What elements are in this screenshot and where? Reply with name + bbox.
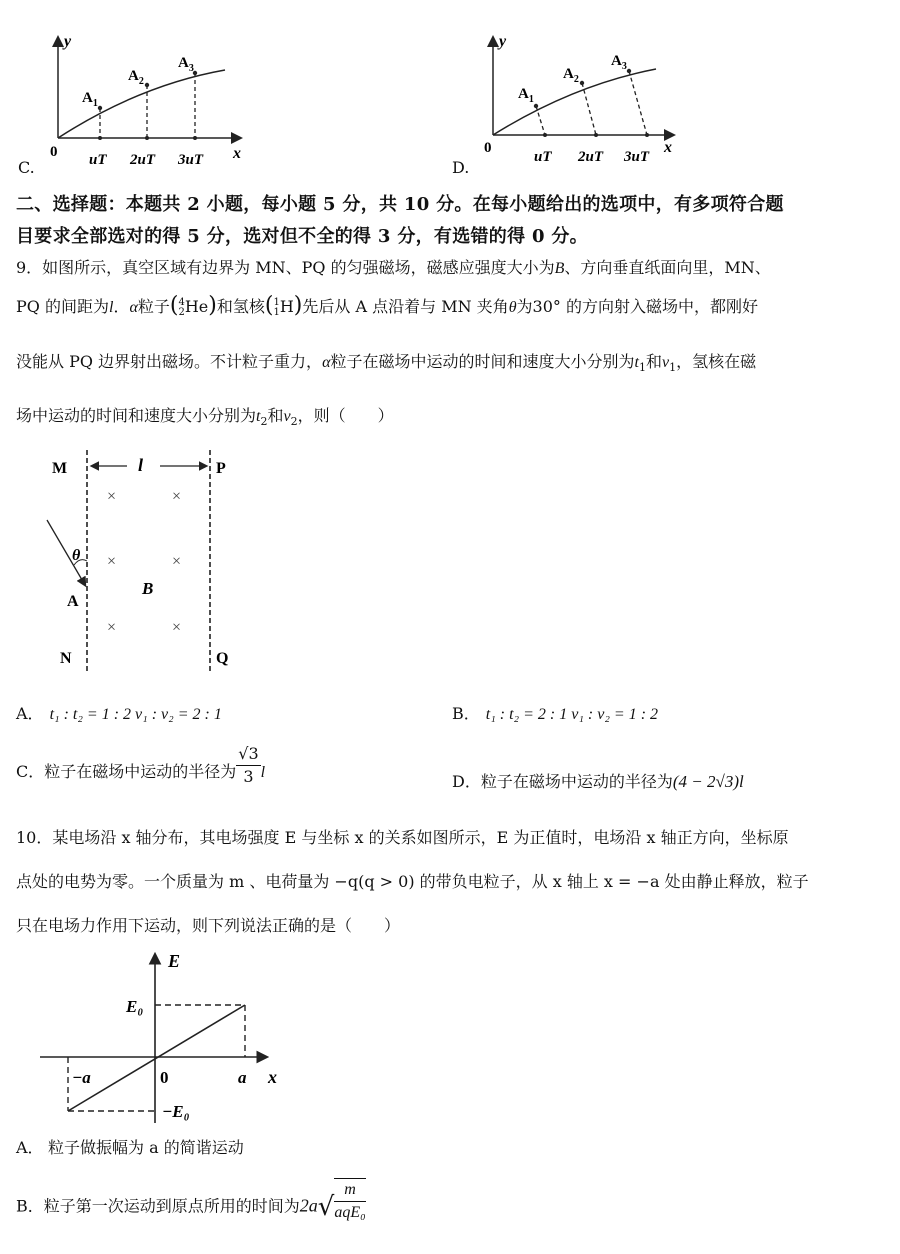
label-m: M: [52, 460, 68, 477]
point-a1: [98, 106, 102, 110]
origin-label: 0: [50, 144, 58, 160]
point-a2: [145, 83, 149, 87]
point-a2: [580, 81, 584, 85]
a-label: a: [238, 1068, 247, 1087]
y-label: y: [64, 33, 72, 50]
option-c-label: C.: [18, 158, 35, 177]
label-a2: $A_2$: [128, 68, 144, 87]
tick-2: 2uT: [130, 152, 156, 168]
neg-e0-label: −E₀: [162, 1102, 190, 1121]
q9-option-d[interactable]: D．粒子在磁场中运动的半径为(4 − 2√3)l: [452, 772, 744, 791]
label-a3: $A_3$: [178, 55, 194, 74]
label-p: P: [216, 460, 226, 477]
field-cross-icon: ×: [172, 619, 182, 636]
q10-line-2: 点处的电势为零。一个质量为 m 、电荷量为 −q(q > 0) 的带负电粒子，从 x 轴上 x = −a 处由静止释放，粒子: [16, 872, 809, 891]
drop-line-2: [582, 83, 596, 135]
graph-c: [40, 30, 260, 170]
q9-line-1: 9．如图所示，真空区域有边界为 MN、PQ 的匀强磁场，磁感应强度大小为B、方向垂直纸面向里，MN、: [16, 258, 771, 277]
point-a1: [534, 104, 538, 108]
x-label: x: [233, 145, 241, 162]
field-cross-icon: ×: [107, 488, 117, 505]
field-cross-icon: ×: [172, 553, 182, 570]
label-theta: θ: [72, 547, 81, 564]
section-heading-line-2: 目要求全部选对的得 5 分，选对但不全的得 3 分，有选错的得 0 分。: [16, 226, 588, 247]
x-label: x: [664, 139, 672, 156]
label-a2: $A_2$: [563, 66, 579, 85]
drop-line-3: [629, 71, 647, 135]
q9-option-b[interactable]: B． t₁ : t₂ = 2 : 1 v₁ : v₂ = 1 : 2: [452, 704, 659, 723]
q10-e-x-graph: [30, 945, 290, 1125]
option-d-label: D.: [452, 158, 470, 177]
q9-line-3: 没能从 PQ 边界射出磁场。不计粒子重力，α粒子在磁场中运动的时间和速度大小分别为$t_1$和$v_1$，氢核在磁: [16, 352, 757, 375]
q9-line-4: 场中运动的时间和速度大小分别为$t_2$和$v_2$，则（ ）: [16, 406, 394, 429]
point-a3: [627, 69, 631, 73]
q9-option-a[interactable]: A． t₁ : t₂ = 1 : 2 v₁ : v₂ = 2 : 1: [16, 704, 222, 723]
label-q: Q: [216, 650, 229, 667]
q10-option-a[interactable]: A．: [16, 1138, 44, 1157]
q9-magnetic-field-figure: [30, 445, 250, 675]
q10-line-1: 10．某电场沿 x 轴分布，其电场强度 E 与坐标 x 的关系如图所示，E 为正值时，电场沿 x 轴正方向，坐标原: [16, 828, 789, 847]
q10-line-3: 只在电场力作用下运动，则下列说法正确的是（ ）: [16, 916, 401, 935]
field-cross-icon: ×: [172, 488, 182, 505]
label-n: N: [60, 650, 72, 667]
origin-label: 0: [484, 140, 492, 156]
field-line: [68, 1005, 245, 1111]
q10-option-b[interactable]: B．粒子第一次运动到原点所用的时间为2a√ $\frac{m}{\text{aqE₀}}$: [16, 1190, 366, 1224]
y-label: y: [499, 33, 507, 50]
origin-label: 0: [160, 1068, 169, 1087]
e0-label: E₀: [126, 997, 144, 1016]
label-a3: $A_3$: [611, 53, 627, 72]
graph-d: [478, 30, 698, 170]
e-axis-label: E: [168, 951, 181, 971]
tick-3: 3uT: [624, 149, 650, 165]
tick-2: 2uT: [578, 149, 604, 165]
section-heading-line-1: 二、选择题：本题共 2 小题，每小题 5 分，共 10 分。在每小题给出的选项中，有多项符合题: [16, 194, 784, 215]
x-axis-label: x: [268, 1067, 277, 1087]
q9-line-2: PQ 的间距为l．α粒子( 4 2 He)和氢核( 1 1 H)先后从 A 点沿着与 MN 夹角θ为30° 的方向射入磁场中，都刚好: [16, 293, 758, 318]
tick-3: 3uT: [178, 152, 204, 168]
label-b: B: [142, 579, 154, 598]
sqrt-sign-icon: √: [317, 1192, 335, 1222]
q9-option-c[interactable]: C．粒子在磁场中运动的半径为 $\frac{√3}{3}$ l: [16, 744, 266, 786]
field-cross-icon: ×: [107, 619, 117, 636]
label-a: A: [67, 593, 79, 610]
q10-option-a-text: 粒子做振幅为 a 的简谐运动: [48, 1138, 244, 1157]
label-a1: $A_1$: [82, 90, 98, 109]
tick-1: uT: [534, 149, 552, 165]
label-a1: $A_1$: [518, 86, 534, 105]
neg-a-label: −a: [72, 1068, 91, 1087]
label-l: l: [138, 455, 144, 475]
tick-1: uT: [89, 152, 107, 168]
field-cross-icon: ×: [107, 553, 117, 570]
